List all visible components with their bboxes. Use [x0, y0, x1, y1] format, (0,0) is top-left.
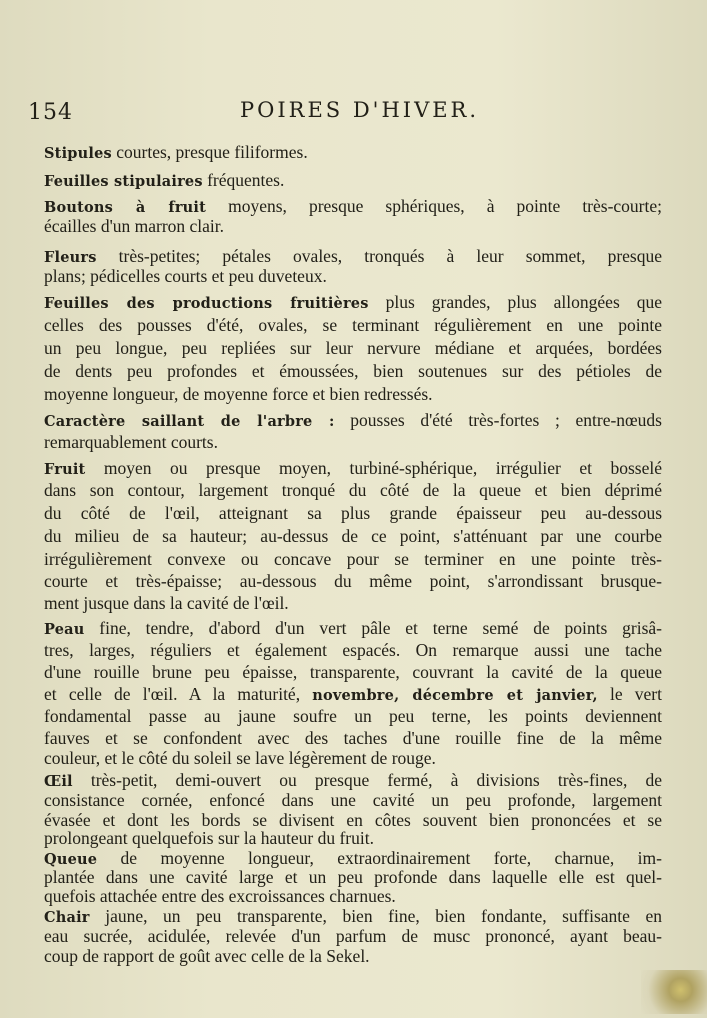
running-head: POIRES D'HIVER.: [240, 98, 480, 122]
line-text: moyen ou presque moyen, turbiné-sphérique, irrégulier et bosselé: [85, 458, 662, 478]
text-line: [44, 747, 662, 769]
text-line: [44, 337, 662, 359]
line-text: fondamental passe au jaune soufre un peu terne, les points deviennent: [44, 706, 662, 726]
text-line: [44, 570, 662, 592]
text-line: [44, 431, 662, 453]
line-text: consistance cornée, enfoncé dans une cavité un peu profonde, largement: [44, 790, 662, 810]
text-line: [44, 525, 662, 547]
line-text: et celle de l'œil. A la maturité,: [44, 684, 313, 704]
line-text: plans; pédicelles courts et peu duveteux.: [44, 266, 327, 286]
line-text: plantée dans une cavité large et un peu profonde dans laquelle elle est quel-: [44, 867, 662, 887]
text-line: [44, 925, 662, 947]
line-text: eau sucrée, acidulée, relevée d'un parfum de musc prononcé, ayant beau-: [44, 926, 662, 946]
line-text: tres, larges, réguliers et également espacés. On remarque aussi une tache: [44, 640, 662, 660]
text-line: [44, 639, 662, 661]
line-text: irrégulièrement convexe ou concave pour se terminer en une pointe très-: [44, 549, 662, 569]
bold-term: Caractère saillant de l'arbre :: [44, 413, 335, 430]
bold-term: Fruit: [44, 461, 86, 478]
text-line: [44, 827, 662, 849]
line-text: fine, tendre, d'abord d'un vert pâle et terne semé de points grisâ-: [84, 618, 662, 638]
bold-term: Boutons à fruit: [44, 199, 207, 216]
bold-term: novembre, décembre et janvier,: [312, 687, 598, 704]
text-line: [44, 617, 662, 641]
bold-term: Peau: [44, 621, 85, 638]
text-line: [44, 502, 662, 524]
line-text: de moyenne longueur, extraordinairement forte, charnue, im-: [97, 848, 662, 868]
line-text: celles des pousses d'été, ovales, se terminant régulièrement en une pointe: [44, 315, 662, 335]
bold-term: Stipules: [44, 145, 112, 162]
line-text: évasée et dont les bords se divisent en côtes souvent bien prononcées et se: [44, 810, 662, 830]
line-text: courte et très-épaisse; au-dessous du même point, s'arrondissant brusque-: [44, 571, 662, 591]
line-text: couleur, et le côté du soleil se lave légèrement de rouge.: [44, 748, 436, 768]
text-line: [44, 409, 662, 433]
text-line: [44, 360, 662, 382]
text-line: [44, 314, 662, 336]
text-line: [44, 291, 662, 315]
bold-term: Œil: [44, 773, 73, 790]
text-line: [44, 265, 662, 287]
bold-term: Chair: [44, 909, 90, 926]
text-line: [44, 945, 662, 967]
text-line: [44, 457, 662, 481]
line-text: du côté de l'œil, atteignant sa plus grande épaisseur peu au-dessous: [44, 503, 662, 523]
line-text: pousses d'été très-fortes ; entre-nœuds: [334, 410, 662, 430]
bold-term: Queue: [44, 851, 98, 868]
line-text: coup de rapport de goût avec celle de la Sekel.: [44, 946, 370, 966]
line-text: de dents peu profondes et émoussées, bien soutenues sur des pétioles de: [44, 361, 662, 381]
line-text: du milieu de sa hauteur; au-dessus de ce point, s'atténuant par une courbe: [44, 526, 662, 546]
bold-term: Fleurs: [44, 249, 97, 266]
text-line: [44, 885, 662, 907]
line-text: remarquablement courts.: [44, 432, 218, 452]
line-text: écailles d'un marron clair.: [44, 216, 225, 236]
bold-term: Feuilles stipulaires: [44, 173, 203, 190]
line-text: jaune, un peu transparente, bien fine, bien fondante, suffisante en: [89, 906, 662, 926]
line-text: un peu longue, peu repliées sur leur nervure médiane et arquées, bordées: [44, 338, 662, 358]
line-text: très-petit, demi-ouvert ou presque fermé, à divisions très-fines, de: [72, 770, 662, 790]
text-line: [44, 661, 662, 683]
line-text: moyenne longueur, de moyenne force et bien redressés.: [44, 384, 433, 404]
text-line: [44, 548, 662, 570]
line-text: fréquentes.: [202, 170, 285, 190]
line-text: ment jusque dans la cavité de l'œil.: [44, 593, 289, 613]
line-text: prolongeant quelquefois sur la hauteur du fruit.: [44, 828, 374, 848]
text-line: [44, 727, 662, 749]
line-text: dans son contour, largement tronqué du côté de la queue et bien déprimé: [44, 480, 662, 500]
line-text: plus grandes, plus allongées que: [368, 292, 662, 312]
line-text: le vert: [597, 684, 662, 704]
text-line: [44, 683, 662, 707]
text-line: [44, 705, 662, 727]
text-line: [44, 383, 662, 405]
text-line: [44, 479, 662, 501]
text-line: [44, 215, 662, 237]
text-line: [44, 789, 662, 811]
page-number: 154: [28, 100, 73, 125]
line-text: moyens, presque sphériques, à pointe très-courte;: [206, 196, 662, 216]
line-text: d'une rouille brune peu épaisse, transparente, couvrant la cavité de la queue: [44, 662, 662, 682]
line-text: courtes, presque filiformes.: [111, 142, 308, 162]
bold-term: Feuilles des productions fruitières: [44, 295, 369, 312]
text-line: [44, 592, 662, 614]
line-text: quefois attachée entre des excroissances charnues.: [44, 886, 396, 906]
text-line: [44, 141, 662, 165]
text-line: [44, 169, 662, 193]
line-text: fauves et se confondent avec des taches d'une rouille fine de la même: [44, 728, 662, 748]
line-text: très-petites; pétales ovales, tronqués à leur sommet, presque: [96, 246, 662, 266]
